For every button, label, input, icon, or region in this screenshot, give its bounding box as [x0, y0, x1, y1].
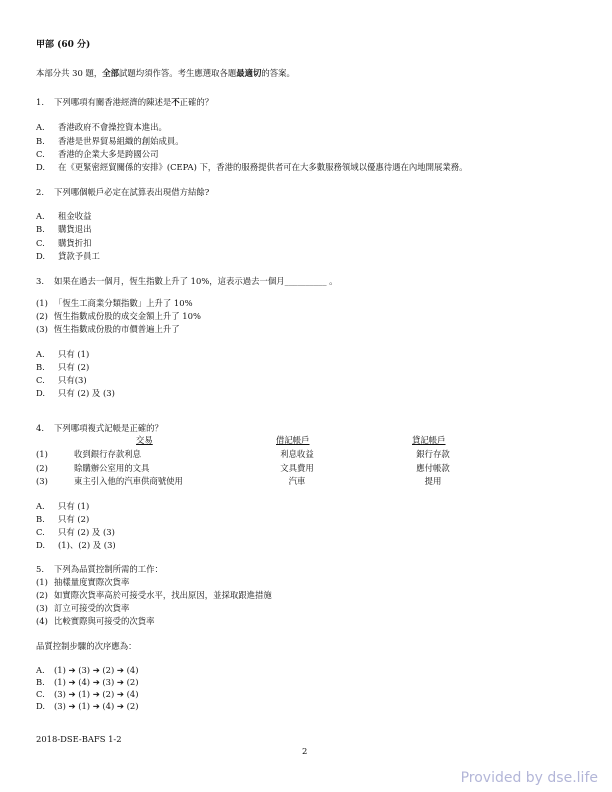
option-label: D.	[36, 701, 46, 711]
q5-option-b: (1) ➔ (4) ➔ (3) ➔ (2)	[54, 677, 139, 687]
watermark: Provided by dse.life	[460, 770, 598, 786]
item-label: (2)	[36, 590, 48, 600]
q5-item-2: 如實際次貨率高於可接受水平，找出原因，並採取跟進措施	[54, 590, 272, 600]
option-label: B.	[36, 224, 45, 234]
row-credit: 提用	[424, 476, 442, 486]
q4-stem: 下列哪項複式記帳是正確的？	[54, 423, 163, 433]
q3-option-b: 只有 (2)	[58, 362, 90, 372]
option-label: D.	[36, 388, 46, 398]
q2-stem: 下列哪個帳戶必定在試算表出現借方結餘?	[54, 187, 210, 197]
item-label: (2)	[36, 311, 48, 321]
section-title: 甲部 (60 分)	[36, 40, 91, 50]
table-header-transaction: 交易	[136, 435, 153, 445]
q5-stem: 下列為品質控制所需的工作：	[54, 564, 163, 574]
paper-code: 2018-DSE-BAFS 1-2	[36, 734, 122, 744]
item-label: (1)	[36, 298, 48, 308]
q5-order-question: 品質控制步驟的次序應為：	[36, 641, 137, 651]
option-label: B.	[36, 136, 45, 146]
q3-option-d: 只有 (2) 及 (3)	[58, 388, 115, 398]
option-label: A.	[36, 211, 45, 221]
row-credit: 銀行存款	[416, 449, 450, 459]
row-transaction: 收到銀行存款利息	[74, 449, 141, 459]
q5-item-1: 抽樣量度實際次貨率	[54, 577, 130, 587]
item-label: (3)	[36, 603, 48, 613]
q4-option-a: 只有 (1)	[58, 501, 90, 511]
table-header-debit: 借記帳戶	[276, 435, 310, 445]
q3-stem: 如果在過去一個月，恆生指數上升了 10%，這表示過去一個月__________ 。	[54, 276, 338, 286]
q1-number: 1.	[36, 97, 44, 107]
q5-item-4: 比較實際與可接受的次貨率	[54, 616, 155, 626]
q4-option-c: 只有 (2) 及 (3)	[58, 527, 115, 537]
q5-option-a: (1) ➔ (3) ➔ (2) ➔ (4)	[54, 665, 139, 675]
item-label: (3)	[36, 324, 48, 334]
option-label: A.	[36, 665, 45, 675]
option-label: B.	[36, 514, 45, 524]
q1-option-a: 香港政府不會操控資本進出。	[58, 122, 167, 132]
option-label: C.	[36, 375, 45, 385]
row-debit: 利息收益	[280, 449, 314, 459]
row-transaction: 東主引入他的汽車供商號使用	[74, 476, 183, 486]
q3-option-a: 只有 (1)	[58, 349, 90, 359]
row-label: (1)	[36, 449, 48, 459]
option-label: B.	[36, 677, 45, 687]
q1-stem: 下列哪項有關香港經濟的陳述是不正確的？	[54, 97, 214, 107]
table-header-credit: 貸記帳戶	[412, 435, 446, 445]
page-number: 2	[302, 746, 308, 756]
row-transaction: 賒購辦公室用的文具	[74, 463, 150, 473]
option-label: C.	[36, 238, 45, 248]
q2-option-d: 貸款予員工	[58, 251, 100, 261]
item-label: (1)	[36, 577, 48, 587]
option-label: B.	[36, 362, 45, 372]
row-debit: 文具費用	[280, 463, 314, 473]
option-label: C.	[36, 689, 45, 699]
q5-option-d: (3) ➔ (1) ➔ (4) ➔ (2)	[54, 701, 139, 711]
q1-option-c: 香港的企業大多是跨國公司	[58, 149, 159, 159]
option-label: A.	[36, 501, 45, 511]
q5-number: 5.	[36, 564, 44, 574]
option-label: A.	[36, 349, 45, 359]
q4-number: 4.	[36, 423, 44, 433]
q2-option-c: 購貨折扣	[58, 238, 92, 248]
q5-option-c: (3) ➔ (1) ➔ (2) ➔ (4)	[54, 689, 139, 699]
item-label: (4)	[36, 616, 48, 626]
option-label: D.	[36, 251, 46, 261]
option-label: C.	[36, 527, 45, 537]
q1-option-b: 香港是世界貿易組織的創始成員。	[58, 136, 184, 146]
option-label: A.	[36, 122, 45, 132]
q3-item-2: 恆生指數成份股的成交金額上升了 10%	[54, 311, 201, 321]
option-label: D.	[36, 540, 46, 550]
option-label: C.	[36, 149, 45, 159]
q3-option-c: 只有(3)	[58, 375, 87, 385]
q2-option-a: 租金收益	[58, 211, 92, 221]
q3-item-1: 「恆生工商業分類指數」上升了 10%	[54, 298, 193, 308]
row-credit: 應付帳款	[416, 463, 450, 473]
section-intro: 本部分共 30 題，全部試題均須作答。考生應選取各題最適切的答案。	[36, 68, 295, 78]
q3-item-3: 恆生指數成份股的市價普遍上升了	[54, 324, 180, 334]
row-label: (2)	[36, 463, 48, 473]
q4-option-b: 只有 (2)	[58, 514, 90, 524]
q2-number: 2.	[36, 187, 44, 197]
q2-option-b: 購貨退出	[58, 224, 92, 234]
q5-item-3: 訂立可接受的次貨率	[54, 603, 130, 613]
q3-number: 3.	[36, 276, 44, 286]
row-debit: 汽車	[288, 476, 306, 486]
q4-option-d: (1)、(2) 及 (3)	[58, 540, 116, 550]
row-label: (3)	[36, 476, 48, 486]
option-label: D.	[36, 162, 46, 172]
q1-option-d: 在《更緊密經貿關係的安排》(CEPA) 下，香港的服務提供者可在大多數服務領域以優惠待遇在內地開展業務。	[58, 162, 468, 172]
